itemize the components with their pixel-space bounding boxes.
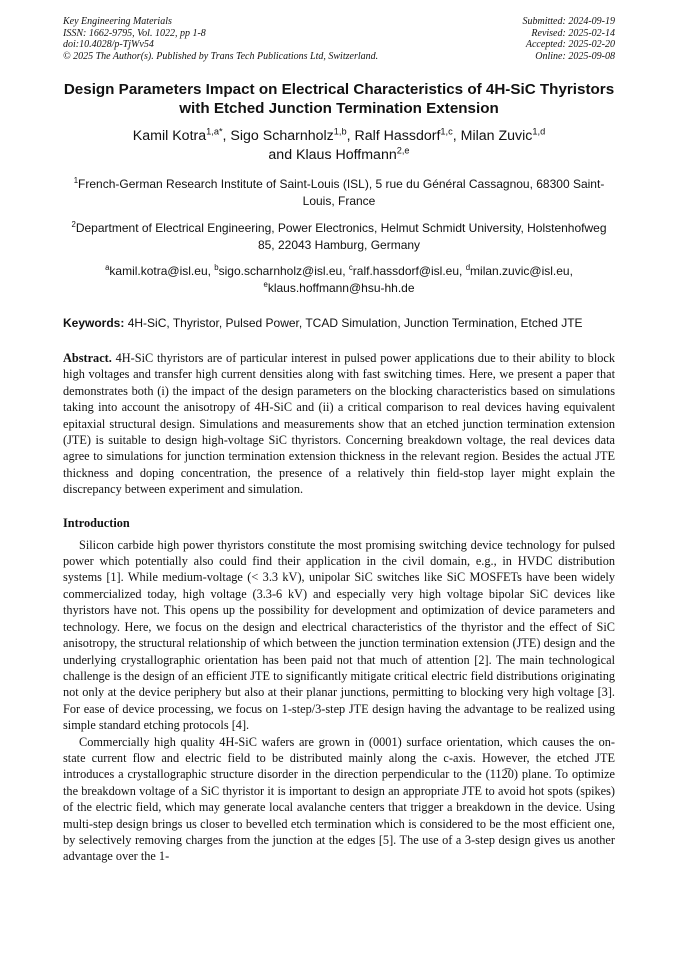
- email-link[interactable]: $^e$klaus.hoffmann@hsu-hh.de: [263, 279, 415, 295]
- journal-doi: doi:10.4028/p-TjWv54: [63, 39, 154, 50]
- author: Kamil Kotra$^{1,a*}$,: [132, 126, 231, 144]
- author: Sigo Scharnholz$^{1,b}$,: [230, 126, 355, 144]
- copyright-line: © 2025 The Author(s). Published by Trans Tech Publications Ltd, Switzerland.: [63, 50, 379, 62]
- author: Ralf Hassdorf$^{1,c}$,: [354, 126, 461, 144]
- email-link[interactable]: $^d$milan.zuvic@isl.eu: [465, 263, 570, 278]
- affiliation-2: $^2$Department of Electrical Engineering, Power Electronics, Helmut Schmidt University, Holstenhofweg 85, 22043 Hamburg, Germany: [71, 220, 607, 252]
- affiliation-1: $^1$French-German Research Institute of Saint-Louis (ISL), 5 rue du Général Cassagnou, 68300 Saint-Louis, France: [73, 176, 605, 208]
- journal-info: [63, 16, 378, 62]
- abstract: [63, 350, 615, 498]
- date-revised: Revised: 2025-02-14: [531, 27, 615, 39]
- email-link[interactable]: $^b$sigo.scharnholz@isl.eu: [214, 263, 343, 278]
- author: Milan Zuvic$^{1,d}$: [460, 126, 546, 144]
- author-and: and: [268, 147, 297, 163]
- author-emails: $^a$kamil.kotra@isl.eu, $^b$sigo.scharnholz@isl.eu, $^c$ralf.hassdorf@isl.eu, $^d$milan.zuvic@isl.eu, $^e$klaus.hoffmann@hsu-hh.de: [105, 263, 573, 295]
- author: Klaus Hoffmann$^{2,e}$: [296, 145, 410, 163]
- paper-page: [63, 16, 615, 865]
- paragraph: Commercially high quality 4H-SiC wafers are grown in (0001) surface orientation, which causes the on-state current flow and electric field to be distributed mainly along the c-axis. However, the etched JTE introduces a crystallographic structure disorder in the direction perpendicular to the (112̅0) plane. To optimize the breakdown voltage of a SiC thyristor it is important to design an appropriate JTE to avoid hot spots (spikes) of the electric field, which may generate local avalanche centers that trigger a breakdown in the device. Using multi-step design brings us closer to bevelled etch termination which is considered to be the most efficient one, by selectively removing charges from the junction at the edges [5]. The use of a 3-step design gives us another advantage over the 1-: [63, 734, 615, 864]
- publication-dates: [523, 16, 616, 62]
- keywords-label: Keywords:: [63, 316, 125, 330]
- paragraph: Silicon carbide high power thyristors constitute the most promising switching device technology for pulsed power which potentially also could find their application in the civil domain, e.g., in HVDC distribution systems [1]. While medium-voltage (< 3.3 kV), unipolar SiC switches like SiC MOSFETs have been widely commercialized today, high voltage (3.3-6 kV) and especially very high voltage bipolar SiC devices like thyristors have not. This opens up the possibility for development and optimization of device parameters and technology. Here, we focus on the design and electrical characteristics of the thyristor and the effect of SiC anisotropy, the structural relationship of which between the junction termination extension (JTE) design and the underlying crystallographic orientation has been paid not that much of attention [2]. The main technological challenge is the design of an efficient JTE to significantly mitigate critical electric field distributions originating not only at the device periphery but also at their planar junctions, permitting to blocking very high voltage [3]. For ease of device processing, we focus on 1-step/3-step JTE design having the advantage to be realized using simple standard etching protocols [4].: [63, 537, 615, 733]
- keywords: [63, 315, 615, 331]
- section-heading-introduction: Introduction: [63, 515, 130, 530]
- journal-name: Key Engineering Materials: [63, 16, 172, 27]
- keywords-text: 4H-SiC, Thyristor, Pulsed Power, TCAD Simulation, Junction Termination, Etched JTE: [127, 316, 583, 330]
- abstract-text: 4H-SiC thyristors are of particular interest in pulsed power applications due to their ability to block high voltages and transfer high current densities along with fast switching times. Here, we present a paper that demonstrates both (i) the impact of the design parameters on the blocking characteristics based on simulations taking into account the anisotropy of 4H-SiC and (ii) a critical comparison to real devices having equivalent epitaxial structural design. Simulations and measurements show that an etched junction termination extension (JTE) is suitable to design high-voltage SiC thyristors. Concerning breakdown voltage, the real devices data agree to simulations for junction termination extension thickness in the relevant region. Besides the actual JTE thickness and doping concentration, the presence of a relatively thin field-stop layer might explain the discrepancy between experiment and simulation.: [63, 351, 616, 497]
- page-header: [63, 16, 615, 62]
- journal-issn: ISSN: 1662-9795, Vol. 1022, pp 1-8: [63, 27, 206, 39]
- paper-title: Design Parameters Impact on Electrical Characteristics of 4H-SiC Thyristors with Etched Junction Termination Extension: [63, 81, 615, 117]
- date-online: Online: 2025-09-08: [535, 50, 615, 62]
- date-accepted: Accepted: 2025-02-20: [525, 39, 615, 50]
- email-link[interactable]: $^a$kamil.kotra@isl.eu: [105, 263, 208, 278]
- email-link[interactable]: $^c$ralf.hassdorf@isl.eu: [348, 263, 460, 278]
- date-submitted: Submitted: 2024-09-19: [522, 16, 615, 27]
- abstract-label: Abstract.: [63, 351, 112, 365]
- author-list: [63, 127, 615, 165]
